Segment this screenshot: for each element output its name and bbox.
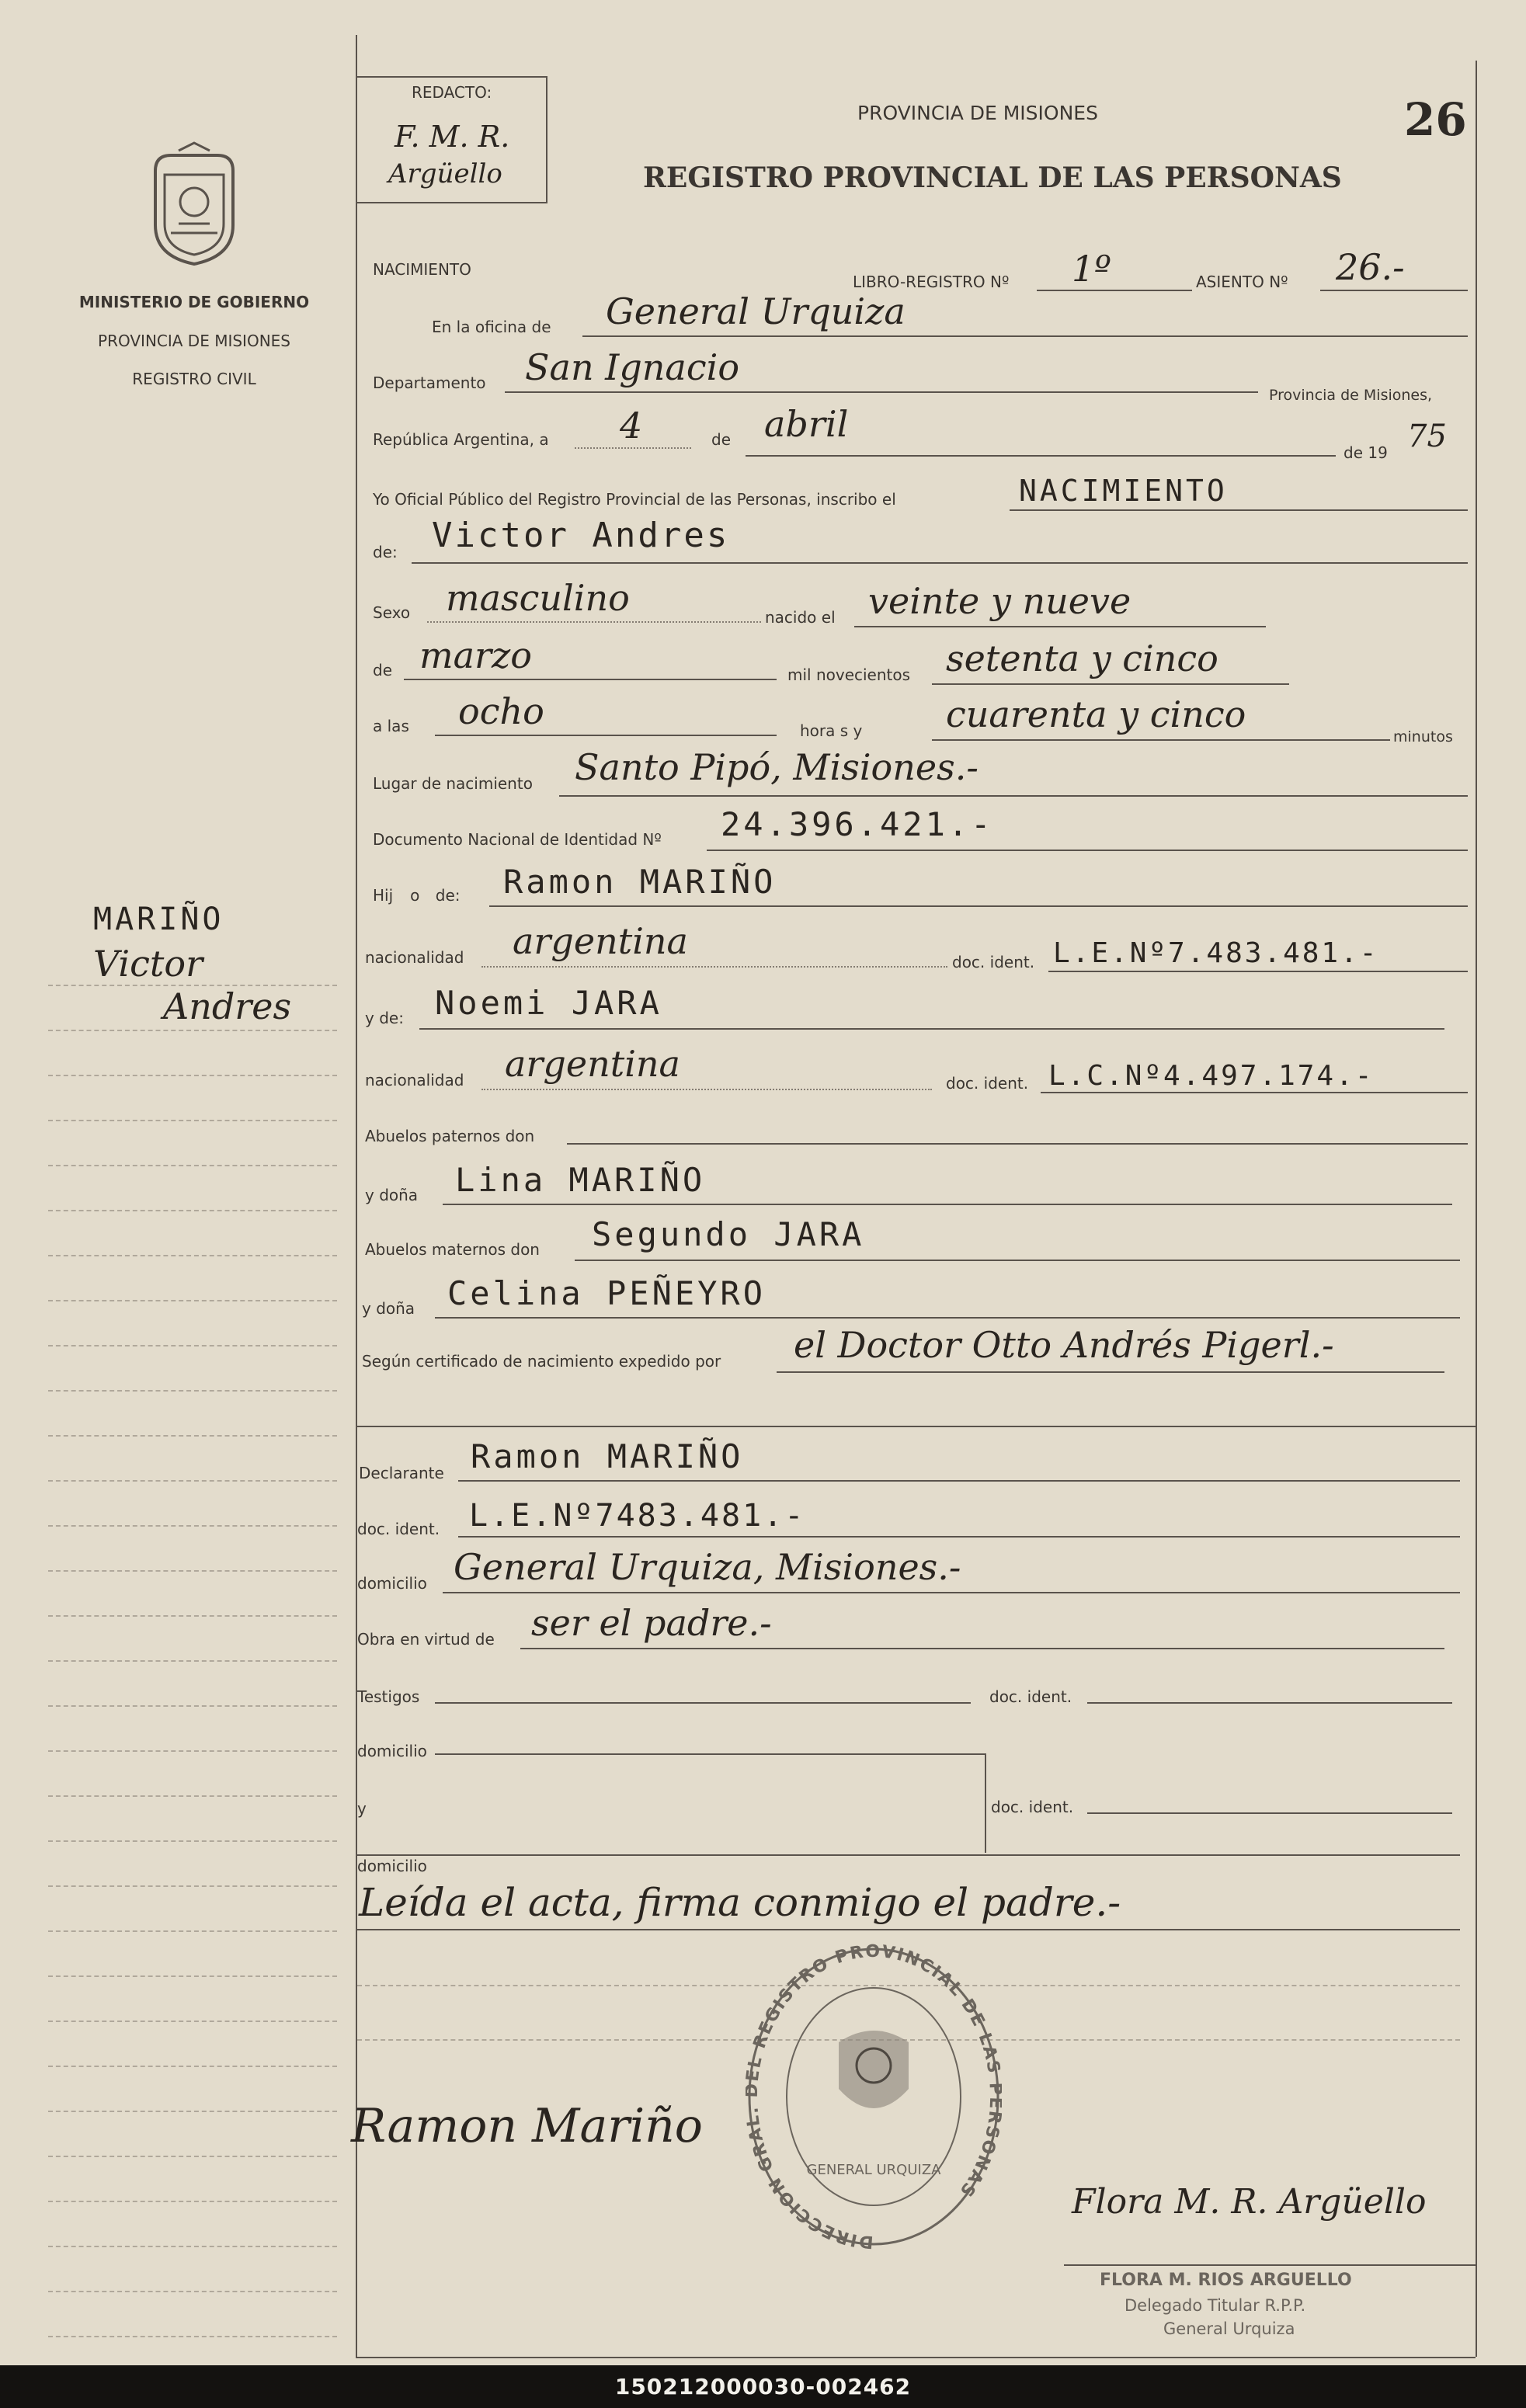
oficina-line [582,335,1468,337]
dona1-value: Lina MARIÑO [455,1161,706,1199]
ab-mat-value: Segundo JARA [592,1215,865,1253]
yde-label: y de: [365,1009,404,1027]
departamento-line [505,391,1258,393]
header-registry: REGISTRO PROVINCIAL DE LAS PERSONAS [643,162,1342,194]
mes-nac-value: marzo [419,634,532,676]
column-right-border [1476,61,1477,2357]
margin-ruled-line [48,1030,337,1031]
seal-inner-text: GENERAL URQUIZA [806,2162,941,2178]
dia-value: 4 [620,405,643,447]
dom1-value: General Urquiza, Misiones.- [454,1546,961,1588]
hijo-de-text: de: [435,886,461,905]
dni-value: 24.396.421.- [721,805,994,843]
de-label: de [711,430,731,449]
doc5-line [1087,1812,1452,1814]
obra-value: ser el padre.- [531,1602,772,1644]
declarante-value: Ramon MARIÑO [471,1437,744,1475]
margin-ruled-line [48,1255,337,1256]
ministry-line1: MINISTERIO DE GOBIERNO [78,293,310,311]
nacido-value: veinte y nueve [868,580,1131,622]
closing-statement: Leída el acta, firma conmigo el padre.- [359,1880,1121,1925]
anio-nac-value: setenta y cinco [946,638,1218,679]
cert-line [777,1371,1444,1373]
libro-line [1037,290,1192,291]
horas-suffix: s [839,721,849,740]
testigos-label: Testigos [357,1687,420,1706]
y2-line [357,1854,1460,1856]
margin-ruled-line [48,1705,337,1707]
obra-line [520,1648,1444,1649]
dom2-label: domicilio [357,1742,427,1760]
doc1-label: doc. ident. [952,953,1035,971]
margin-ruled-line [48,2246,337,2247]
republica-label: República Argentina, a [373,430,549,449]
minutos-value: cuarenta y cinco [946,693,1246,735]
nac1-line [481,966,947,968]
doc2-value: L.C.Nº4.497.174.- [1048,1060,1375,1092]
horas-label [800,722,862,739]
doc4-label: doc. ident. [989,1687,1072,1706]
dom1-label: domicilio [357,1574,427,1593]
nac2-line [481,1089,932,1090]
mes-line [746,455,1336,457]
signature-official: Flora M. R. Argüello [1072,2182,1427,2222]
margin-ruled-line [48,1300,337,1301]
dona2-line [435,1317,1460,1319]
hijo-text: Hij [373,886,394,905]
dona2-value: Celina PEÑEYRO [447,1274,766,1312]
doc3-line [458,1536,1460,1538]
doc4-line [1087,1702,1452,1704]
libro-value: 1º [1072,248,1111,290]
declarante-line [458,1480,1460,1482]
margin-ruled-line [48,1345,337,1346]
margin-ruled-line [48,2111,337,2112]
ab-mat-line [575,1260,1460,1261]
bottom-border [356,2357,1476,2358]
anio-value: 75 [1407,419,1447,454]
nac1-label: nacionalidad [365,948,464,967]
margin-ruled-line [48,1075,337,1076]
margin-ruled-line [48,1480,337,1482]
dona1-label: y doña [365,1186,419,1204]
lugar-label: Lugar de nacimiento [373,774,533,793]
margin-name2: Andres [163,985,292,1027]
margin-ruled-line [48,1570,337,1572]
margin-ruled-line [48,1750,337,1752]
signature-declarante: Ramon Mariño [351,2099,703,2153]
asiento-line [1320,290,1468,291]
lugar-value: Santo Pipó, Misiones.- [575,746,979,788]
dona1-line [443,1204,1452,1205]
mes-nac-line [404,679,777,680]
provincia-suffix: Provincia de Misiones, [1269,387,1433,404]
ab-mat-label: Abuelos maternos don [365,1240,540,1259]
margin-ruled-line [48,2156,337,2157]
page-number: 26 [1404,93,1467,146]
margin-ruled-line [48,1930,337,1932]
margin-ruled-line [48,1120,337,1121]
hijo-suffix: o [410,886,420,905]
margin-ruled-line [48,1435,337,1437]
redacto-line2: Argüello [388,158,502,189]
section-divider [356,1426,1476,1427]
sexo-label: Sexo [373,603,411,622]
dni-line [707,850,1468,851]
oficina-value: General Urquiza [606,290,906,332]
testigos-divider [985,1753,986,1853]
anio-label: de 19 [1344,443,1388,462]
y2-label: y [357,1799,367,1818]
margin-ruled-line [48,1390,337,1392]
margin-ruled-line [48,2336,337,2337]
inscribe-line [1010,509,1468,511]
doc5-label: doc. ident. [991,1798,1074,1816]
departamento-value: San Ignacio [525,346,740,388]
ministry-line3: REGISTRO CIVIL [132,370,256,388]
testigos-line [435,1702,971,1704]
column-left-border [356,35,357,2357]
ala-label [373,718,409,735]
ala-text: a la [373,717,401,735]
dni-label: Documento Nacional de Identidad Nº [373,830,662,849]
nombre-value: Victor Andres [432,516,730,555]
margin-ruled-line [48,1210,337,1211]
nacido-label: nacido el [765,608,836,627]
margin-ruled-line [48,1795,337,1797]
doc2-label: doc. ident. [946,1074,1029,1093]
nacido-line [854,626,1266,627]
section-nacimiento-label: NACIMIENTO [373,260,471,279]
padre-value: Ramon MARIÑO [503,863,777,901]
padre-line [489,905,1468,907]
ab-pat-label: Abuelos paternos don [365,1127,535,1145]
anio-nac-line [932,683,1289,685]
doc1-line [1048,971,1468,972]
margin-name1: Victor [93,943,203,985]
doc3-label: doc. ident. [357,1520,440,1538]
hijo-label [373,887,461,904]
closing-line [357,1929,1460,1930]
doc1-value: L.E.Nº7.483.481.- [1053,937,1379,969]
margin-ruled-line [48,1885,337,1887]
official-name: FLORA M. RIOS ARGUELLO [1100,2271,1352,2290]
cert-value: el Doctor Otto Andrés Pigerl.- [794,1324,1334,1366]
minutos-line [932,739,1390,741]
official-place: General Urquiza [1163,2319,1295,2338]
official-seal [746,1941,1002,2252]
madre-value: Noemi JARA [435,984,662,1022]
madre-line [419,1028,1444,1030]
redacto-label: REDACTO: [412,83,492,102]
dom3-label: domicilio [357,1857,427,1875]
dona2-label: y doña [362,1299,415,1318]
margin-ruled-line [48,1615,337,1617]
oficial-label: Yo Oficial Público del Registro Provincial de las Personas, inscribo el [373,490,896,509]
margin-ruled-line [48,1840,337,1842]
cert-label: Según certificado de nacimiento expedido por [362,1352,721,1371]
minutos-label: minutos [1393,728,1453,745]
page-identifier: 150212000030-002462 [0,2365,1526,2408]
nac1-value: argentina [513,920,688,962]
ministry-line2: PROVINCIA DE MISIONES [98,332,290,350]
margin-ruled-line [48,2201,337,2202]
margin-ruled-line [48,1525,337,1527]
margin-ruled-line [48,2021,337,2022]
nombre-line [412,562,1468,564]
seal-emblem-icon [839,2031,909,2108]
margin-ruled-line [48,2066,337,2067]
dom1-line [443,1592,1460,1593]
provincial-crest-icon [140,140,249,272]
oficina-label: En la oficina de [432,318,551,336]
doc2-line [1041,1092,1468,1093]
official-signature-line [1064,2264,1476,2266]
dom2-line [435,1753,986,1755]
hora-line [435,735,777,736]
mes-value: abril [764,403,849,445]
lugar-line [559,795,1468,797]
y-label: y [853,721,863,740]
nac2-label: nacionalidad [365,1071,464,1089]
official-title: Delegado Titular R.P.P. [1125,2296,1306,2315]
margin-ruled-line [48,2291,337,2292]
header-province: PROVINCIA DE MISIONES [857,102,1098,124]
horas-text: hora [800,721,836,740]
seal-text: DIRECCION GRA L REGISTRO PROVINCIAL DE LAS SONAS [746,1941,1002,2252]
de2-label: de [373,661,392,679]
asiento-value: 26.- [1336,246,1405,288]
margin-ruled-line [48,1165,337,1166]
sexo-line [427,621,761,623]
asiento-label: ASIENTO Nº [1196,273,1288,291]
inscribe-value: NACIMIENTO [1019,474,1228,508]
obra-label: Obra en virtud de [357,1630,495,1649]
margin-ruled-line [48,1660,337,1662]
ab-pat-line [567,1143,1468,1145]
margin-surname: MARIÑO [93,902,224,937]
mil-label: mil novecientos [787,665,911,684]
departamento-label: Departamento [373,374,486,392]
hora-value: ocho [458,690,544,732]
redacto-line1: F. M. R. [395,120,510,154]
declarante-label: Declarante [359,1464,444,1482]
doc3-value: L.E.Nº7483.481.- [469,1498,806,1534]
nac2-value: argentina [505,1043,680,1085]
libro-label: LIBRO-REGISTRO Nº [853,273,1010,291]
nombre-label: de: [373,543,398,561]
dia-line [575,447,691,449]
sexo-value: masculino [446,577,630,619]
ala-suffix: s [401,717,409,735]
margin-ruled-line [48,1975,337,1977]
